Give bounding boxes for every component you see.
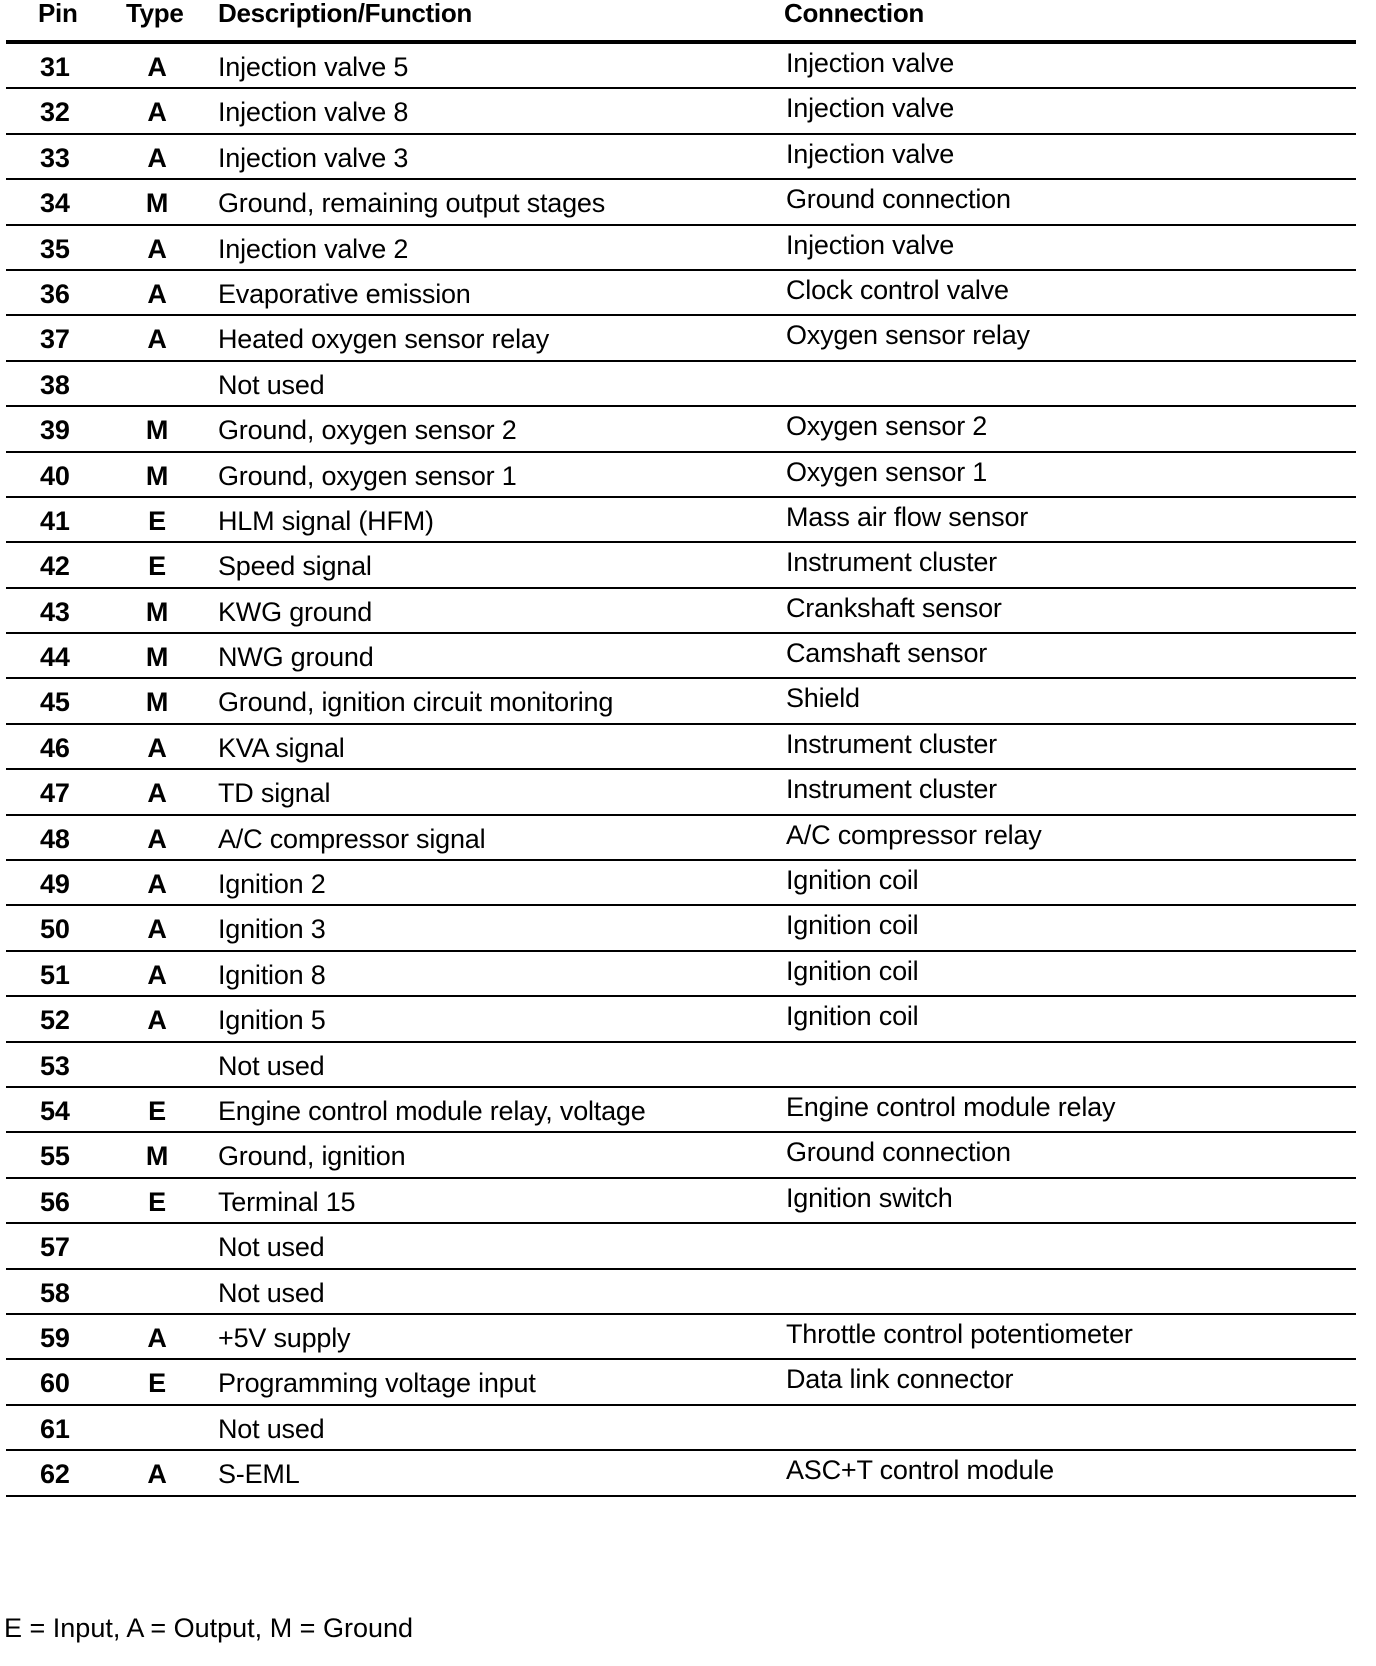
connection-cell: Ignition coil	[786, 865, 919, 896]
description-cell: Injection valve 3	[218, 142, 409, 173]
table-row	[6, 861, 1356, 906]
table-header	[6, 0, 1356, 44]
table-row	[6, 316, 1356, 361]
table-row	[6, 634, 1356, 679]
description-cell: Ground, remaining output stages	[218, 188, 606, 219]
pin-cell: 39	[40, 415, 70, 446]
pin-cell: 36	[40, 278, 70, 309]
description-cell: KWG ground	[218, 596, 373, 627]
pin-cell: 58	[40, 1277, 70, 1308]
connection-cell: Ground connection	[786, 1137, 1011, 1168]
type-cell: A	[147, 97, 167, 128]
type-cell: A	[147, 1459, 167, 1490]
description-cell: Ground, ignition	[218, 1141, 406, 1172]
pin-cell: 49	[40, 869, 70, 900]
table-row	[6, 1179, 1356, 1224]
pin-cell: 35	[40, 233, 70, 264]
type-cell: M	[145, 415, 169, 446]
table-row	[6, 997, 1356, 1042]
pin-cell: 50	[40, 914, 70, 945]
description-cell: Speed signal	[218, 551, 372, 582]
type-cell: E	[148, 505, 166, 536]
connection-cell: A/C compressor relay	[786, 819, 1042, 850]
table-row	[6, 1224, 1356, 1269]
connection-cell: Ground connection	[786, 184, 1011, 215]
table-row	[6, 1043, 1356, 1088]
description-cell: Ground, ignition circuit monitoring	[218, 687, 614, 718]
type-cell: A	[147, 1005, 167, 1036]
type-cell: A	[147, 778, 167, 809]
type-cell: A	[147, 278, 167, 309]
pin-table	[6, 0, 1356, 1497]
connection-cell: ASC+T control module	[786, 1455, 1054, 1486]
description-cell: Ignition 2	[218, 869, 326, 900]
type-cell: A	[147, 914, 167, 945]
type-cell: A	[147, 52, 167, 82]
description-cell: HLM signal (HFM)	[218, 505, 434, 536]
connection-cell: Mass air flow sensor	[786, 501, 1029, 532]
type-cell: A	[147, 732, 167, 763]
description-cell: Not used	[218, 1232, 325, 1263]
connection-cell: Instrument cluster	[786, 547, 997, 578]
connection-cell: Oxygen sensor relay	[786, 320, 1030, 351]
pin-cell: 43	[40, 596, 70, 627]
connection-cell: Ignition switch	[786, 1182, 953, 1213]
pin-cell: 55	[40, 1141, 70, 1172]
description-cell: NWG ground	[218, 642, 374, 673]
header-pin: Pin	[38, 0, 78, 28]
type-cell: A	[147, 1322, 167, 1353]
table-row	[6, 498, 1356, 543]
type-cell: A	[147, 959, 167, 990]
description-cell: Evaporative emission	[218, 278, 471, 309]
pin-cell: 52	[40, 1005, 70, 1036]
table-row	[6, 543, 1356, 588]
description-cell: Ignition 3	[218, 914, 326, 945]
description-cell: Ignition 5	[218, 1005, 326, 1036]
table-row	[6, 89, 1356, 134]
table-body	[6, 44, 1356, 1497]
pin-cell: 37	[40, 324, 70, 355]
pin-cell: 42	[40, 551, 70, 582]
table-row	[6, 906, 1356, 951]
table-row	[6, 1406, 1356, 1451]
type-cell: E	[148, 1095, 166, 1126]
connection-cell: Engine control module relay	[786, 1091, 1116, 1122]
type-cell: M	[145, 687, 169, 718]
legend-footnote: E = Input, A = Output, M = Ground	[4, 1613, 414, 1643]
description-cell: Terminal 15	[218, 1186, 356, 1217]
table-row	[6, 1451, 1356, 1496]
header-connection: Connection	[784, 0, 924, 28]
table-row	[6, 952, 1356, 997]
type-cell: M	[145, 1141, 169, 1172]
description-cell: Programming voltage input	[218, 1368, 536, 1399]
description-cell: TD signal	[218, 778, 331, 809]
table-row	[6, 1088, 1356, 1133]
pin-cell: 45	[40, 687, 70, 718]
connection-cell: Oxygen sensor 2	[786, 411, 988, 442]
pin-cell: 61	[40, 1413, 70, 1444]
pin-cell: 34	[40, 188, 70, 219]
connection-cell: Throttle control potentiometer	[786, 1318, 1133, 1349]
header-description: Description/Function	[218, 0, 473, 28]
connection-cell: Data link connector	[786, 1364, 1014, 1395]
connection-cell: Injection valve	[786, 138, 955, 169]
type-cell: M	[145, 188, 169, 219]
pin-cell: 44	[40, 642, 70, 673]
type-cell: A	[147, 823, 167, 854]
table-row	[6, 135, 1356, 180]
connection-cell: Instrument cluster	[786, 728, 997, 759]
description-cell: KVA signal	[218, 732, 345, 763]
pin-cell: 53	[40, 1050, 70, 1081]
connection-cell: Ignition coil	[786, 910, 919, 941]
pin-cell: 38	[40, 369, 70, 400]
type-cell: E	[148, 1186, 166, 1217]
pin-cell: 62	[40, 1459, 70, 1490]
table-row	[6, 407, 1356, 452]
connection-cell: Injection valve	[786, 229, 955, 260]
connection-cell: Camshaft sensor	[786, 638, 988, 669]
description-cell: +5V supply	[218, 1322, 351, 1353]
description-cell: Ignition 8	[218, 959, 326, 990]
connection-cell: Instrument cluster	[786, 774, 997, 805]
type-cell: M	[145, 596, 169, 627]
type-cell: A	[147, 324, 167, 355]
pin-cell: 31	[40, 52, 70, 82]
pin-cell: 33	[40, 142, 70, 173]
table-row	[6, 1360, 1356, 1405]
connection-cell: Ignition coil	[786, 1001, 919, 1032]
connection-cell: Shield	[786, 683, 860, 714]
header-type: Type	[126, 0, 184, 28]
table-row	[6, 453, 1356, 498]
table-row	[6, 679, 1356, 724]
pin-cell: 57	[40, 1232, 70, 1263]
table-row	[6, 180, 1356, 225]
description-cell: S-EML	[218, 1459, 300, 1490]
description-cell: Injection valve 5	[218, 52, 409, 82]
description-cell: Not used	[218, 1413, 325, 1444]
type-cell: A	[147, 233, 167, 264]
table-row	[6, 271, 1356, 316]
connection-cell: Clock control valve	[786, 274, 1009, 305]
pin-cell: 56	[40, 1186, 70, 1217]
pin-cell: 32	[40, 97, 70, 128]
description-cell: Engine control module relay, voltage	[218, 1095, 646, 1126]
connection-cell: Oxygen sensor 1	[786, 456, 988, 487]
pin-cell: 40	[40, 460, 70, 491]
type-cell: E	[148, 1368, 166, 1399]
pin-cell: 47	[40, 778, 70, 809]
pin-cell: 41	[40, 505, 70, 536]
description-cell: A/C compressor signal	[218, 823, 486, 854]
description-cell: Injection valve 2	[218, 233, 409, 264]
description-cell: Not used	[218, 1277, 325, 1308]
connection-cell: Ignition coil	[786, 955, 919, 986]
description-cell: Ground, oxygen sensor 2	[218, 415, 517, 446]
type-cell: E	[148, 551, 166, 582]
table-row	[6, 362, 1356, 407]
table-row	[6, 770, 1356, 815]
pin-cell: 51	[40, 959, 70, 990]
type-cell: M	[145, 460, 169, 491]
pin-cell: 60	[40, 1368, 70, 1399]
table-row	[6, 816, 1356, 861]
type-cell: A	[147, 142, 167, 173]
pin-cell: 46	[40, 732, 70, 763]
type-cell: A	[147, 869, 167, 900]
connection-cell: Injection valve	[786, 48, 955, 78]
description-cell: Heated oxygen sensor relay	[218, 324, 549, 355]
description-cell: Not used	[218, 369, 325, 400]
table-row	[6, 589, 1356, 634]
table-row	[6, 44, 1356, 89]
description-cell: Not used	[218, 1050, 325, 1081]
table-row	[6, 226, 1356, 271]
pin-cell: 54	[40, 1095, 70, 1126]
type-cell: M	[145, 642, 169, 673]
connection-cell: Crankshaft sensor	[786, 592, 1002, 623]
table-row	[6, 1315, 1356, 1360]
table-row	[6, 1133, 1356, 1178]
connection-cell: Injection valve	[786, 93, 955, 124]
pin-cell: 59	[40, 1322, 70, 1353]
description-cell: Injection valve 8	[218, 97, 409, 128]
table-row	[6, 725, 1356, 770]
description-cell: Ground, oxygen sensor 1	[218, 460, 517, 491]
pin-cell: 48	[40, 823, 70, 854]
table-row	[6, 1270, 1356, 1315]
